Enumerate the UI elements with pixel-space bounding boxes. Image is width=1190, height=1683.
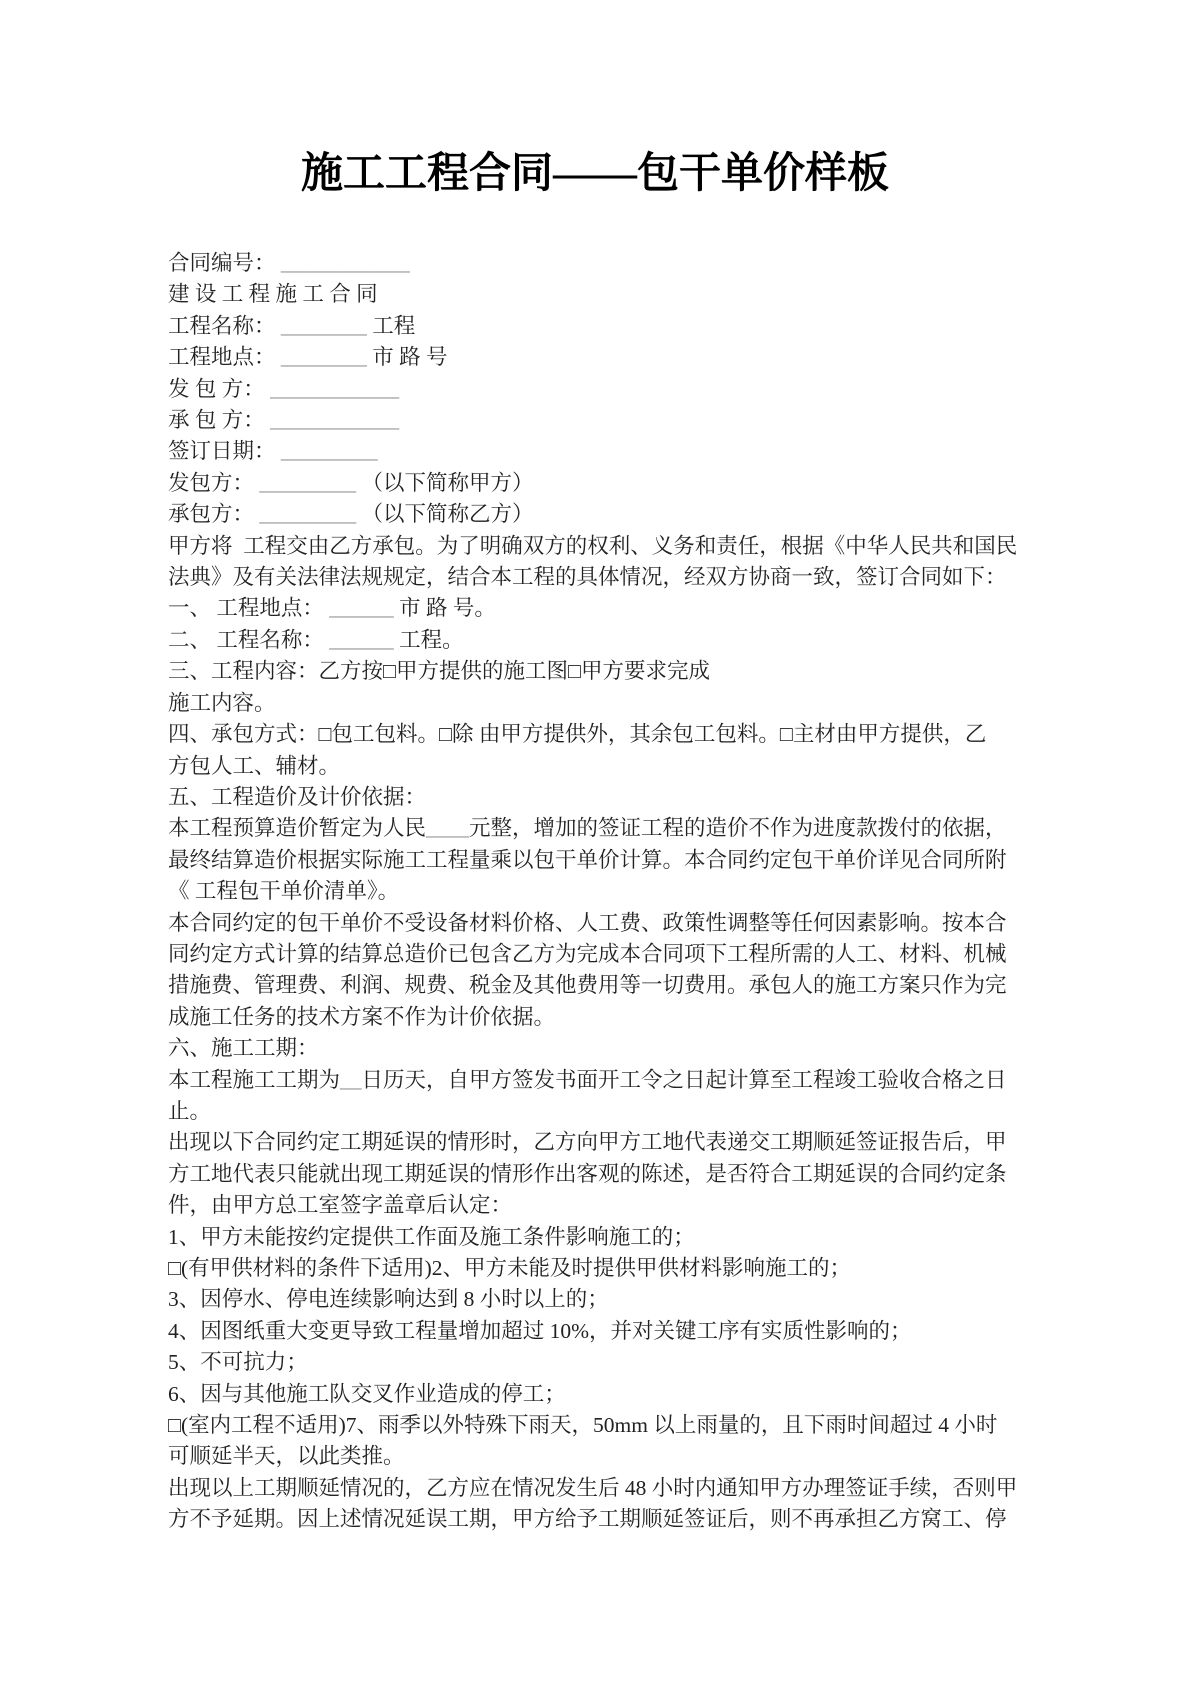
blank-underline: ________ (280, 345, 367, 370)
document-body (168, 248, 1022, 1536)
text-line: 施工内容。 (168, 690, 276, 715)
blank-underline: ____________ (270, 376, 400, 401)
text-line: 工程地点： ________ 市 路 号 (168, 345, 448, 370)
text-line: 六、施工工期： (168, 1036, 319, 1061)
text-line: 甲方将 工程交由乙方承包。为了明确双方的权利、义务和责任，根据《中华人民共和国民 (168, 533, 1018, 558)
text-line: 1、甲方未能按约定提供工作面及施工条件影响施工的； (168, 1224, 695, 1249)
text-line: 五、工程造价及计价依据： (168, 784, 427, 809)
text-line: □(有甲供材料的条件下适用)2、甲方未能及时提供甲供材料影响施工的； (168, 1256, 852, 1280)
blank-underline: __ (340, 1067, 362, 1092)
text-line: 4、因图纸重大变更导致工程量增加超过 10%，并对关键工序有实质性影响的； (168, 1318, 912, 1343)
text-line: 方工地代表只能就出现工期延误的情形作出客观的陈述，是否符合工期延误的合同约定条 (168, 1161, 1007, 1186)
text-line: 工程名称： ________ 工程 (168, 313, 416, 338)
blank-underline: _________ (259, 502, 357, 527)
text-line: 本工程预算造价暂定为人民____元整，增加的签证工程的造价不作为进度款拨付的依据， (168, 816, 1007, 841)
text-line: 发 包 方： ____________ (168, 376, 400, 401)
blank-underline: ____ (426, 816, 470, 841)
text-line: 方包人工、辅材。 (168, 753, 341, 778)
text-line: 6、因与其他施工队交叉作业造成的停工； (168, 1381, 566, 1406)
text-line: 3、因停水、停电连续影响达到 8 小时以上的； (168, 1287, 609, 1312)
blank-underline: _________ (259, 470, 357, 495)
text-line: □(室内工程不适用)7、雨季以外特殊下雨天，50mm 以上雨量的，且下雨时间超过 4 小时 (168, 1413, 998, 1438)
text-line: 本工程施工工期为__日历天，自甲方签发书面开工令之日起计算至工程竣工验收合格之日 (168, 1067, 1007, 1092)
blank-underline: _________ (280, 439, 378, 464)
text-line: 承包方： _________ （以下简称乙方） (168, 502, 534, 527)
text-line: 三、工程内容：乙方按□甲方提供的施工图□甲方要求完成 (168, 659, 710, 684)
blank-underline: ________ (280, 313, 367, 338)
text-line: 出现以上工期顺延情况的，乙方应在情况发生后 48 小时内通知甲方办理签证手续，否则甲 (168, 1475, 1018, 1500)
text-line: 5、不可抗力； (168, 1350, 308, 1375)
text-line: 同约定方式计算的结算总造价已包含乙方为完成本合同项下工程所需的人工、材料、机械 (168, 941, 1007, 966)
text-line: 可顺延半天，以此类推。 (168, 1444, 405, 1469)
text-line: 一、 工程地点： ______ 市 路 号。 (168, 596, 496, 621)
blank-underline: ____________ (270, 408, 400, 433)
text-line: 本合同约定的包干单价不受设备材料价格、人工费、政策性调整等任何因素影响。按本合 (168, 910, 1007, 935)
text-line: 合同编号： ____________ (168, 251, 410, 275)
text-line: 承 包 方： ____________ (168, 408, 400, 433)
text-line: 件，由甲方总工室签字盖章后认定： (168, 1193, 513, 1218)
text-line: 四、承包方式：□包工包料。□除 由甲方提供外，其余包工包料。□主材由甲方提供，乙 (168, 722, 987, 747)
text-line: 成施工任务的技术方案不作为计价依据。 (168, 1004, 556, 1029)
text-line: 《 工程包干单价清单》。 (168, 879, 400, 904)
blank-underline: ______ (329, 627, 394, 652)
document-title: 施工工程合同——包干单价样板 (300, 151, 889, 197)
text-line: 最终结算造价根据实际施工工程量乘以包干单价计算。本合同约定包干单价详见合同所附 (168, 847, 1007, 872)
text-line: 发包方： _________ （以下简称甲方） (168, 470, 534, 495)
text-line: 二、 工程名称： ______ 工程。 (168, 627, 464, 652)
text-line: 出现以下合同约定工期延误的情形时，乙方向甲方工地代表递交工期顺延签证报告后，甲 (168, 1130, 1007, 1155)
blank-underline: ____________ (280, 251, 410, 275)
text-line: 方不予延期。因上述情况延误工期，甲方给予工期顺延签证后，则不再承担乙方窝工、停 (168, 1507, 1007, 1532)
text-line: 法典》及有关法律法规规定，结合本工程的具体情况，经双方协商一致，签订合同如下： (168, 565, 1007, 590)
text-line: 签订日期： _________ (168, 439, 378, 464)
text-line: 止。 (168, 1098, 212, 1123)
text-line: 建 设 工 程 施 工 合 同 (168, 282, 378, 307)
text-line: 措施费、管理费、利润、规费、税金及其他费用等一切费用。承包人的施工方案只作为完 (168, 973, 1007, 998)
blank-underline: ______ (329, 596, 394, 621)
